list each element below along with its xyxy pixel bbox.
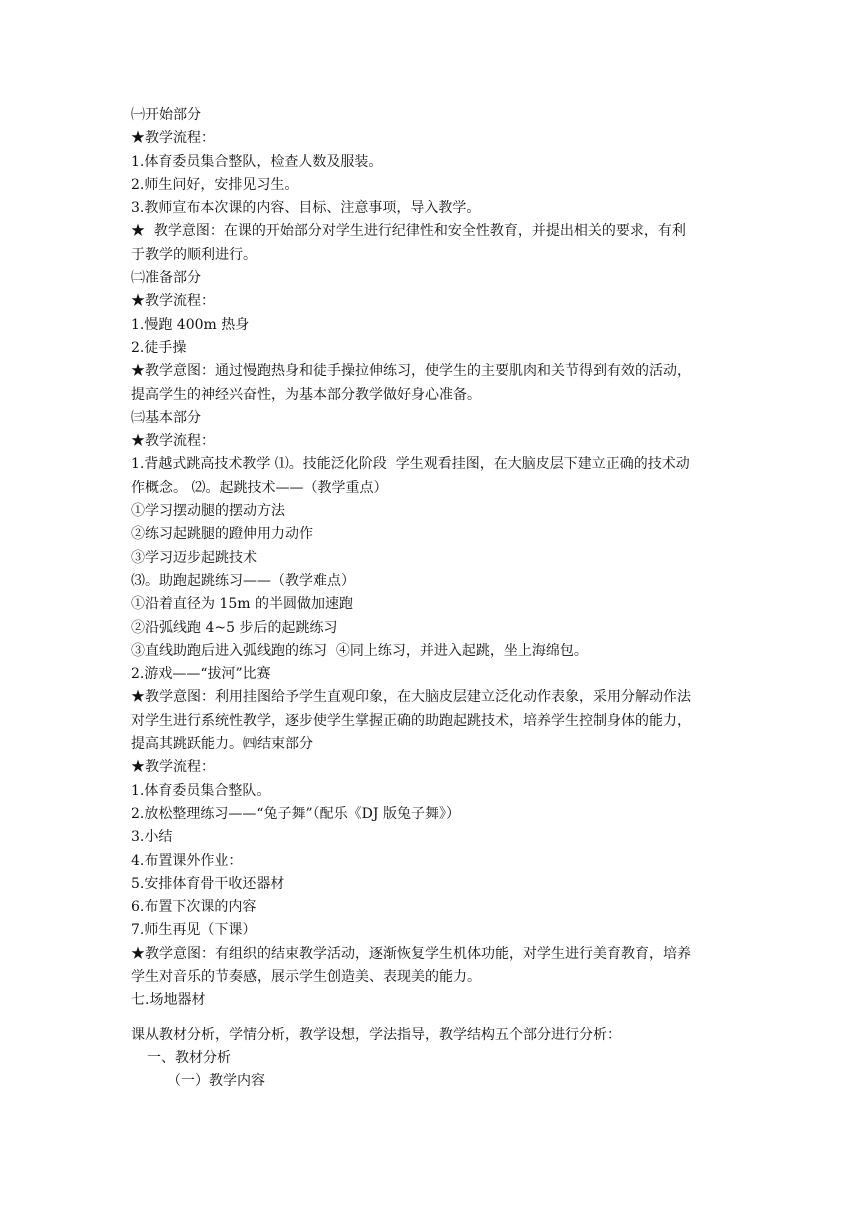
text-line: ③直线助跑后进入弧线跑的练习 ④同上练习，并进入起跳，坐上海绵包。 bbox=[131, 642, 588, 659]
text-line: ③学习迈步起跳技术 bbox=[131, 549, 257, 566]
text-line: 2.游戏——“拔河”比赛 bbox=[131, 666, 271, 683]
text-line: 作概念。 ⑵。起跳技术——（教学重点） bbox=[131, 479, 388, 496]
section-heading: （一）教学内容 bbox=[167, 1073, 265, 1089]
text-line: ①沿着直径为 15m 的半圆做加速跑 bbox=[131, 596, 353, 613]
text-line: 提高其跳跃能力。㈣结束部分 bbox=[131, 736, 313, 753]
text-line: ★教学意图：通过慢跑热身和徒手操拉伸练习，使学生的主要肌肉和关节得到有效的活动， bbox=[131, 363, 691, 380]
text-line: ★教学流程： bbox=[131, 293, 215, 310]
text-line: ★教学流程： bbox=[131, 130, 215, 147]
text-line: 3.小结 bbox=[131, 829, 173, 846]
text-line: 6.布置下次课的内容 bbox=[131, 899, 257, 916]
text-line: 1.背越式跳高技术教学 ⑴。技能泛化阶段 学生观看挂图，在大脑皮层下建立正确的技术动 bbox=[131, 456, 690, 473]
text-line: ㈠开始部分 bbox=[131, 107, 201, 123]
text-line: 对学生进行系统性教学，逐步使学生掌握正确的助跑起跳技术，培养学生控制身体的能力， bbox=[131, 712, 691, 729]
text-line: ⑶。助跑起跳练习——（教学难点） bbox=[131, 572, 355, 589]
text-line: 4.布置课外作业： bbox=[131, 852, 243, 869]
text-line: ★教学流程： bbox=[131, 433, 215, 450]
text-line: 2.师生问好，安排见习生。 bbox=[131, 176, 299, 193]
section-heading: 一、教材分析 bbox=[147, 1050, 231, 1066]
text-line: ①学习摆动腿的摆动方法 bbox=[131, 503, 285, 520]
text-line: 1.慢跑 400m 热身 bbox=[131, 316, 250, 333]
analysis-intro bbox=[131, 1024, 731, 1093]
text-line: 于教学的顺利进行。 bbox=[131, 246, 257, 263]
text-line: ★教学意图：利用挂图给予学生直观印象，在大脑皮层建立泛化动作表象，采用分解动作法 bbox=[131, 689, 691, 706]
text-line: 七.场地器材 bbox=[131, 992, 206, 1009]
text-line: 7.师生再见（下课） bbox=[131, 922, 257, 939]
text-line: 1.体育委员集合整队，检查人数及服装。 bbox=[131, 153, 383, 170]
text-line: 1.体育委员集合整队。 bbox=[131, 782, 271, 799]
text-line: 5.安排体育骨干收还器材 bbox=[131, 875, 285, 892]
text-line: 学生对音乐的节奏感，展示学生创造美、表现美的能力。 bbox=[131, 968, 481, 985]
text-line: 提高学生的神经兴奋性，为基本部分教学做好身心准备。 bbox=[131, 386, 481, 403]
intro-line: 课从教材分析，学情分析，教学设想，学法指导，教学结构五个部分进行分析： bbox=[131, 1027, 621, 1043]
text-line: 2.徒手操 bbox=[131, 339, 187, 356]
text-line: ②沿弧线跑 4~5 步后的起跳练习 bbox=[131, 619, 338, 636]
text-line: ★教学意图：有组织的结束教学活动，逐渐恢复学生机体功能，对学生进行美育教育，培养 bbox=[131, 945, 691, 962]
text-line: 3.教师宣布本次课的内容、目标、注意事项，导入教学。 bbox=[131, 200, 481, 217]
text-line: 2.放松整理练习——“兔子舞”（配乐《DJ 版兔子舞》） bbox=[131, 805, 460, 822]
text-line: ★教学流程： bbox=[131, 759, 215, 776]
text-line: ②练习起跳腿的蹬伸用力动作 bbox=[131, 526, 313, 543]
lesson-plan-body bbox=[131, 104, 731, 1013]
text-line: ㈢基本部分 bbox=[131, 409, 201, 426]
text-line: ★ 教学意图：在课的开始部分对学生进行纪律性和安全性教育，并提出相关的要求，有利 bbox=[131, 223, 686, 240]
text-line: ㈡准备部分 bbox=[131, 270, 201, 287]
